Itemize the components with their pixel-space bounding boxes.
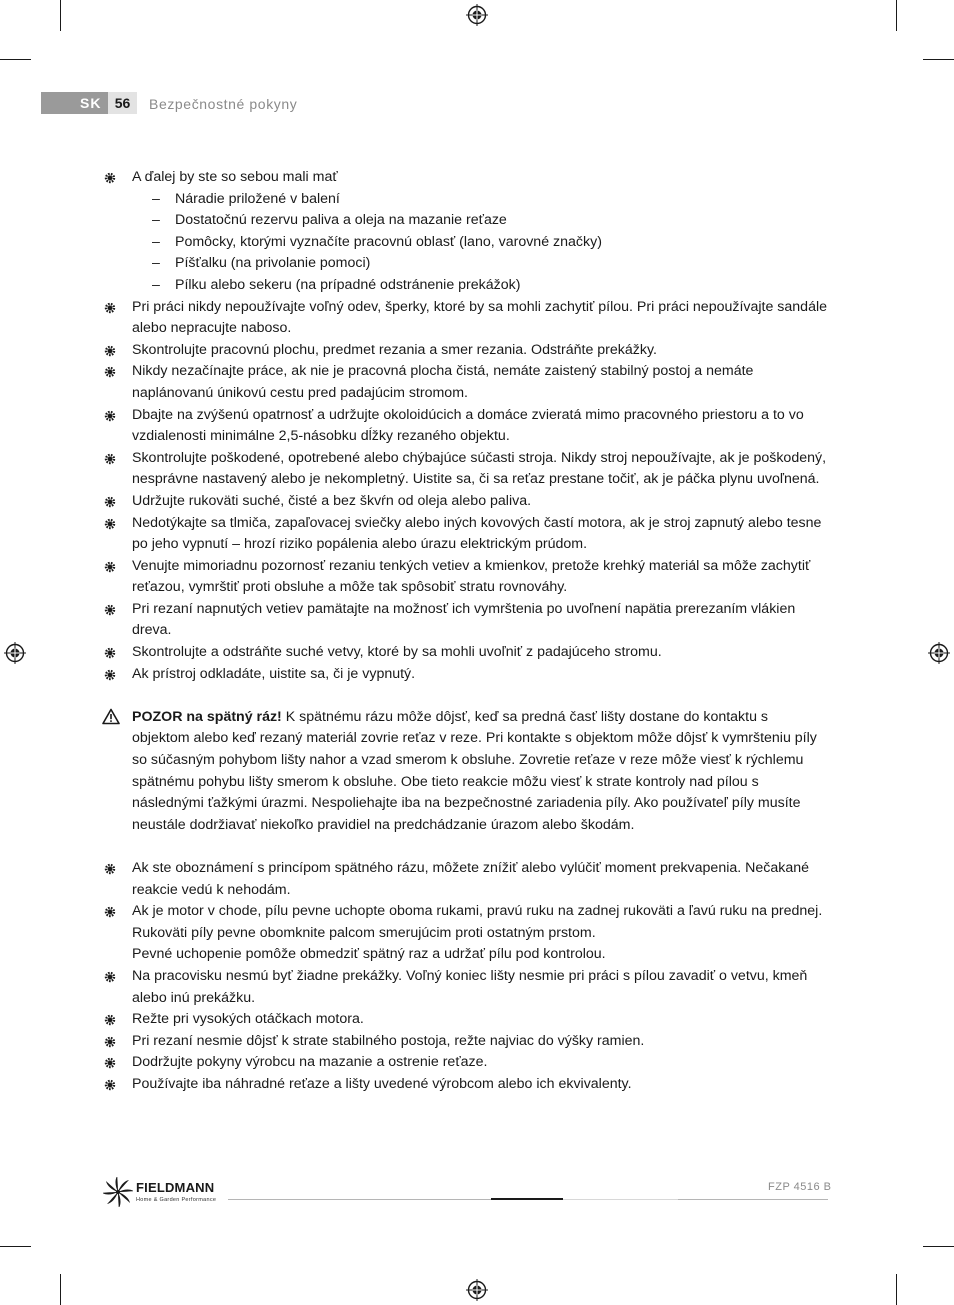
model-number: FZP 4516 B xyxy=(768,1181,832,1193)
brand-tagline: Home & Garden Performance xyxy=(136,1197,217,1203)
dash-marker: – xyxy=(152,276,160,293)
list-item xyxy=(104,664,829,686)
warning-triangle-icon xyxy=(102,708,120,725)
gear-bullet-icon xyxy=(104,302,116,314)
list-item-text: Skontrolujte a odstráňte suché vetvy, ktoré by sa mohli uvoľniť z padajúceho stromu. xyxy=(132,644,662,661)
gear-bullet-icon xyxy=(104,669,116,681)
gear-bullet-icon xyxy=(104,496,116,508)
list-item-text: Pri rezaní napnutých vetiev pamätajte na možnosť ich vymrštenia po uvoľnení napätia prerezaním vlákien dreva. xyxy=(132,600,796,639)
list-item-text: Dodržujte pokyny výrobcu na mazanie a ostrenie reťaze. xyxy=(132,1054,488,1071)
list-item-text: Režte pri vysokých otáčkach motora. xyxy=(132,1011,364,1028)
crop-mark xyxy=(923,1246,954,1247)
list-item-text: Dbajte na zvýšenú opatrnosť a udržujte okoloidúcich a domáce zvieratá mimo pracovného priestoru a to vo vzdialenosti minimálne 2,5-násobku dĺžky rezaného objektu. xyxy=(132,406,804,445)
dash-marker: – xyxy=(152,233,160,250)
footer-rule xyxy=(563,1199,678,1200)
list-item-text: Pri práci nikdy nepoužívajte voľný odev, šperky, ktoré by sa mohli zachytiť pílou. Pri práci nepoužívajte sandále alebo nepracujte naboso. xyxy=(132,298,828,337)
gear-bullet-icon xyxy=(104,1036,116,1048)
gear-bullet-icon xyxy=(104,172,116,184)
gear-bullet-icon xyxy=(104,906,116,918)
crop-mark xyxy=(0,59,31,60)
footer-rule xyxy=(228,1199,491,1200)
sub-list-item xyxy=(104,189,829,211)
list-item xyxy=(104,901,829,966)
list-item-text: Nikdy nezačínajte práce, ak nie je pracovná plocha čistá, nemáte zaistený stabilný postoj a nemáte naplánovanú únikovú cestu pred padajúcim stromom. xyxy=(132,363,754,401)
registration-mark-icon xyxy=(4,642,26,664)
spacer xyxy=(104,836,829,858)
warning-title: POZOR na spätný ráz! xyxy=(132,708,282,725)
list-item xyxy=(104,167,829,189)
list-item-text: A ďalej by ste so sebou mali mať xyxy=(132,169,338,185)
sub-list-item-text: Dostatočnú rezervu paliva a oleja na mazanie reťaze xyxy=(175,212,507,229)
gear-bullet-icon xyxy=(104,410,116,422)
footer-rule-accent xyxy=(491,1198,563,1200)
brand-name: FIELDMANN xyxy=(136,1180,215,1195)
sub-list-item-text: Pílku alebo sekeru (na prípadné odstránenie prekážok) xyxy=(175,276,521,293)
list-item xyxy=(104,405,829,448)
list-item xyxy=(104,1074,829,1096)
list-item xyxy=(104,297,829,340)
crop-mark xyxy=(0,1246,31,1247)
gear-bullet-icon xyxy=(104,1079,116,1091)
gear-bullet-icon xyxy=(104,604,116,616)
registration-mark-icon xyxy=(466,1279,488,1301)
list-item-text: Udržujte rukoväti suché, čisté a bez škvŕn od oleja alebo paliva. xyxy=(132,492,532,509)
list-item xyxy=(104,340,829,362)
crop-mark xyxy=(60,1274,61,1305)
dash-marker: – xyxy=(152,255,160,272)
list-item xyxy=(104,448,829,491)
gear-bullet-icon xyxy=(104,453,116,465)
list-item-text: Na pracovisku nesmú byť žiadne prekážky. Voľný koniec lišty nesmie pri práci s pílou zavadiť o vetvu, kmeň alebo inú prekážku. xyxy=(132,967,808,1006)
crop-mark xyxy=(60,0,61,31)
sub-list-item-text: Pomôcky, ktorými vyznačíte pracovnú oblasť (lano, varovné značky) xyxy=(175,233,602,250)
warning-text: K spätnému rázu môže dôjsť, keď sa predná časť lišty dostane do kontaktu s objektom alebo keď rezaný materiál zovrie reťaz v reze. Pri kontakte s objektom môže dôjsť k vymršteniu píly so súčasným pohybom lišty nahor a vzad smerom k obsluhe. Zovretie reťaze v reze môže viesť k rýchlemu spätnému pohybu lišty smerom k obsluhe. Obe tieto reakcie môžu viesť k strate kontroly nad pílou s následnými ťažkými úrazmi. Nespoliehajte iba na bezpečnostné zariadenia píly. Ako používateľ píly musíte neustále dodržiavať niekoľko pravidiel na predchádzanie úrazom alebo škodám. xyxy=(132,708,817,833)
gear-bullet-icon xyxy=(104,647,116,659)
list-item xyxy=(104,513,829,556)
crop-mark xyxy=(896,0,897,31)
gear-bullet-icon xyxy=(104,518,116,530)
gear-bullet-icon xyxy=(104,1057,116,1069)
list-item-text: Skontrolujte pracovnú plochu, predmet rezania a smer rezania. Odstráňte prekážky. xyxy=(132,341,657,358)
list-item-text: Nedotýkajte sa tlmiča, zapaľovacej sviečky alebo iných kovových častí motora, ak je stroj zapnutý alebo tesne po jeho vypnutí – hrozí riziko popálenia alebo úrazu elektrickým prúdom. xyxy=(132,514,822,553)
gear-bullet-icon xyxy=(104,366,116,378)
section-title: Bezpečnostné pokyny xyxy=(149,96,298,112)
sub-list-item xyxy=(104,210,829,232)
sub-list-item xyxy=(104,275,829,297)
registration-mark-icon xyxy=(928,642,950,664)
language-code: SK xyxy=(80,95,102,111)
list-item-text: Ak ste oboznámení s princípom spätného rázu, môžete znížiť alebo vylúčiť moment prekvapenia. Nečakané reakcie vedú k nehodám. xyxy=(132,860,810,898)
kickback-warning xyxy=(104,707,829,837)
list-item xyxy=(104,599,829,642)
list-item-text: Ak prístroj odkladáte, uistite sa, či je vypnutý. xyxy=(132,665,416,682)
list-item-text: Používajte iba náhradné reťaze a lišty uvedené výrobcom alebo ich ekvivalenty. xyxy=(132,1075,632,1092)
crop-mark xyxy=(923,59,954,60)
gear-bullet-icon xyxy=(104,863,116,875)
footer-rule xyxy=(678,1199,828,1200)
list-item-text: Ak je motor v chode, pílu pevne uchopte oboma rukami, pravú ruku na zadnej rukoväti a ľavú ruku na prednej. Rukoväti píly pevne obomknite palcom smerujúcim proti ostatným prstom. xyxy=(132,903,823,941)
sub-list-item-text: Píšťalku (na privolanie pomoci) xyxy=(175,255,371,272)
gear-bullet-icon xyxy=(104,561,116,573)
brand-logo xyxy=(103,1176,228,1208)
page-content xyxy=(104,167,829,1096)
fieldmann-swirl-icon xyxy=(103,1177,133,1207)
list-item xyxy=(104,361,829,404)
dash-marker: – xyxy=(152,212,160,229)
gear-bullet-icon xyxy=(104,1014,116,1026)
list-item xyxy=(104,858,829,901)
list-item-text: Venujte mimoriadnu pozornosť rezaniu tenkých vetiev a kmienkov, pretože krehký materiál sa môže zachytiť reťazou, vymrštiť proti obsluhe a môže tak spôsobiť stratu rovnováhy. xyxy=(132,557,811,596)
list-item-note: Pevné uchopenie pomôže obmedziť spätný raz a udržať pílu pod kontrolou. xyxy=(132,946,606,963)
list-item-text: Skontrolujte poškodené, opotrebené alebo chýbajúce súčasti stroja. Nikdy stroj nepoužívajte, ak je poškodený, nesprávne nastavený alebo je nekompletný. Uistite sa, či sa reťaz prestane točiť, ak je páčka plynu uvoľnená. xyxy=(132,449,827,488)
page-number: 56 xyxy=(108,92,137,114)
sub-list-item-text: Náradie priložené v balení xyxy=(175,190,340,207)
list-item xyxy=(104,966,829,1009)
list-item xyxy=(104,491,829,513)
list-item xyxy=(104,1031,829,1053)
list-item xyxy=(104,642,829,664)
list-item xyxy=(104,1009,829,1031)
dash-marker: – xyxy=(152,190,160,207)
registration-mark-icon xyxy=(466,4,488,26)
sub-list-item xyxy=(104,253,829,275)
sub-list-item xyxy=(104,232,829,254)
list-item-text: Pri rezaní nesmie dôjsť k strate stabilného postoja, režte najviac do výšky ramien. xyxy=(132,1032,645,1049)
gear-bullet-icon xyxy=(104,345,116,357)
gear-bullet-icon xyxy=(104,971,116,983)
list-item xyxy=(104,556,829,599)
list-item xyxy=(104,1052,829,1074)
spacer xyxy=(104,685,829,707)
crop-mark xyxy=(896,1274,897,1305)
